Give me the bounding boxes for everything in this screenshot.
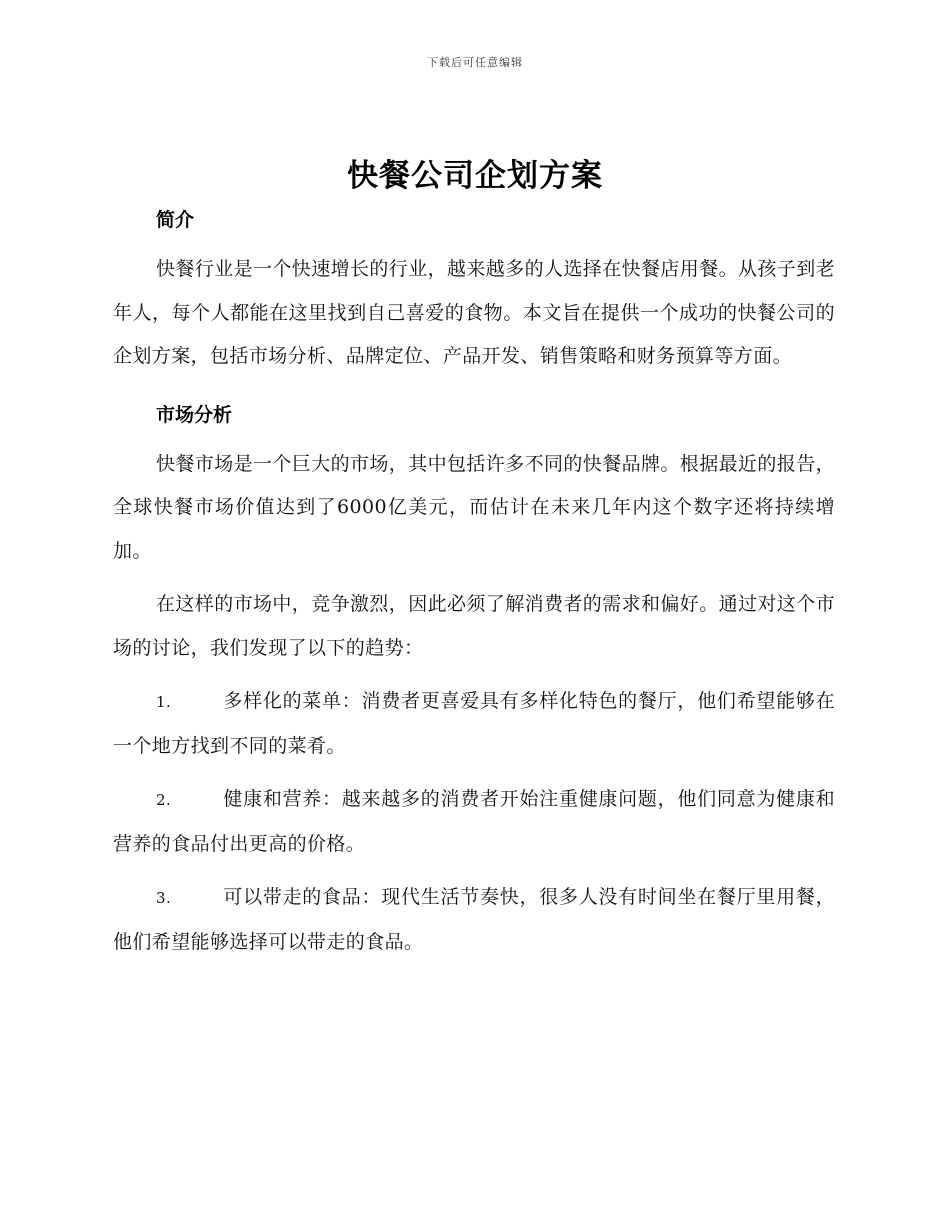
trend-list-item-2 bbox=[113, 778, 835, 866]
list-number: 1. bbox=[156, 693, 172, 711]
intro-paragraph: 快餐行业是一个快速增长的行业，越来越多的人选择在快餐店用餐。从孩子到老年人，每个人都能在这里找到自己喜爱的食物。本文旨在提供一个成功的快餐公司的企划方案，包括市场分析、品牌定位、产品开发、销售策略和财务预算等方面。 bbox=[113, 258, 836, 367]
list-number: 3. bbox=[156, 889, 172, 907]
document-body bbox=[113, 202, 835, 964]
list-item-text: 可以带走的食品：现代生活节奏快，很多人没有时间坐在餐厅里用餐，他们希望能够选择可以带走的食品。 bbox=[113, 886, 835, 953]
trend-list-item-1 bbox=[113, 680, 835, 768]
trend-list-item-3 bbox=[113, 876, 835, 964]
list-number: 2. bbox=[156, 791, 172, 809]
list-item-text: 多样化的菜单：消费者更喜爱具有多样化特色的餐厅，他们希望能够在一个地方找到不同的菜肴。 bbox=[113, 690, 835, 757]
section-heading-market: 市场分析 bbox=[156, 403, 233, 426]
section-heading-intro: 简介 bbox=[156, 209, 195, 231]
market-paragraph-2: 在这样的市场中，竞争激烈，因此必须了解消费者的需求和偏好。通过对这个市场的讨论，我们发现了以下的趋势： bbox=[113, 593, 836, 659]
market-paragraph-1: 快餐市场是一个巨大的市场，其中包括许多不同的快餐品牌。根据最近的报告，全球快餐市场价值达到了6000亿美元，而估计在未来几年内这个数字还将持续增加。 bbox=[113, 452, 836, 562]
header-note: 下载后可任意编辑 bbox=[427, 56, 523, 69]
list-item-text: 健康和营养：越来越多的消费者开始注重健康问题，他们同意为健康和营养的食品付出更高的价格。 bbox=[113, 788, 835, 855]
document-title: 快餐公司企划方案 bbox=[347, 158, 603, 194]
